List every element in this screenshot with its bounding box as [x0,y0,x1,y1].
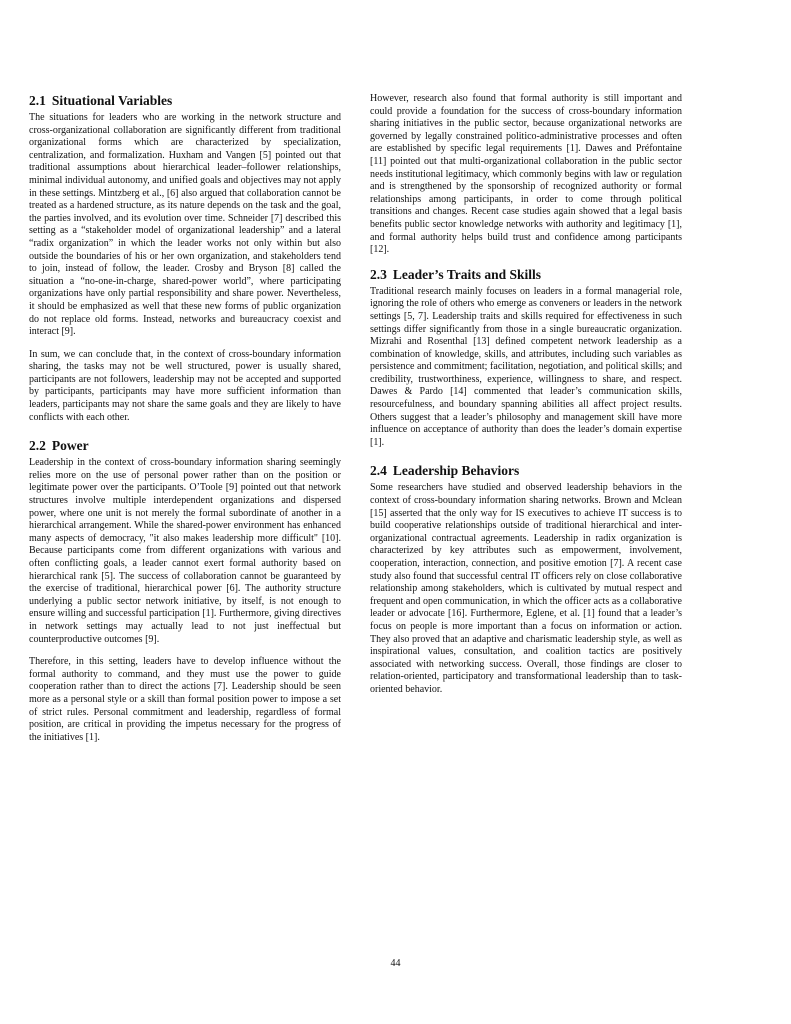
paragraph: Some researchers have studied and observed leadership behaviors in the context of cross-boundary information sharing networks. Brown and Mclean [15] asserted that the only way for IS executives to achieve IT success is to build cooperative relationships outside of traditional hierarchical and inter-organizational contractual agreements. Leadership in radix organization is characterized by key attributes such as empowerment, involvement, cooperation, interaction, connection, and positive emotion [7]. A recent case study also found that successful central IT officers rely on close collaborative relationship among stakeholders, which is cultivated by mutual respect and frequent and open communication, in which the officer acts as a collaborative leader or advocate [16]. Furthermore, Eglene, et al. [1] found that a leader’s focus on people is more important than a focus on information or action. They also proved that an adaptive and charismatic leadership style, as well as inspirational values, consultation, and coalition tactics are positively associated with networking success. Overall, those findings are closer to relation-oriented, participatory and transformational leadership than to task-oriented behavior. [370,482,682,695]
paragraph: Traditional research mainly focuses on leaders in a formal managerial role, ignoring the role of others who emerge as conveners or leaders in the network settings [5, 7]. Leadership traits and skills required for effectiveness in such settings differ significantly from those in a single bureaucratic organization. Mizrahi and Rosenthal [13] defined competent network leadership as a combination of knowledge, skills, and attributes, including such variables as persistence and commitment; facilitation, negotiation, and political skills; and credibility, trustworthiness, experience, willingness to share, and respect. Dawes & Pardo [14] commented that leader’s communication skills, resourcefulness, and boundary spanning abilities all affect project results. Others suggest that a leader’s philosophy and management skill have more influence on acceptance of authority than does the leader’s domain expertise [1]. [370,285,682,448]
paragraph: Leadership in the context of cross-boundary information sharing seemingly relies more on the use of personal power rather than on the position or legitimate power over the participants. O’Toole [9] pointed out that network structures involve multiple interdependent organizations and dispersed power, where one unit is not merely the formal subordinate of another in a hierarchical arrangement. While the shared-power environment has enhanced many aspects of democracy, "it also makes leadership more difficult" [10]. Because participants come from different organizations with various and often conflicting goals, a leader cannot exert formal authority based on hierarchical rank [5]. The success of collaboration cannot be guaranteed by the exercise of traditional, hierarchical power [6]. The authority structure underlying a public sector network initiative, by itself, is not enough to ensure willing and successful participation [1]. Furthermore, giving directives in network settings may actually lead to not just ineffectual but counterproductive outcomes [9]. [29,457,341,645]
paragraph: Therefore, in this setting, leaders have to develop influence without the formal authority to command, and they must use the power to guide cooperation rather than to direct the actions [7]. Leadership should be seen more as a personal style or a skill than formal position power to impose a set of strict rules. Personal commitment and leadership, regardless of formal position, are critical in providing the impetus necessary for the progress of the initiatives [1]. [29,656,341,743]
section-title: Leadership Behaviors [392,463,520,479]
section-heading [370,463,682,479]
section-heading [29,93,341,109]
section-number: 2.4 [370,463,387,479]
section-power [29,438,341,744]
section-number: 2.3 [370,266,387,282]
section-heading [370,267,682,283]
page-number: 44 [390,958,401,969]
section-title: Power [51,438,89,454]
section-leadership-behaviors [370,463,682,696]
paragraph: However, research also found that formal authority is still important and could provide a foundation for the success of cross-boundary information sharing initiatives in the public sector, because organizational networks are governed by legally constrained politico-administrative processes and often are established by specific legal requirements [1]. Dawes and Préfontaine [11] pointed out that multi-organizational collaboration in the public sector needs institutional legitimacy, which commonly begins with law or regulation and is strengthened by the sponsorship of recognized authority or formal relationships among participants, in order to come through political transitions and changes. Recent case studies again showed that a legal basis benefits public sector knowledge networks with authority and legitimacy [1], and formal authority helps build trust and confidence among participants [12]. [370,93,682,256]
section-leader-traits-and-skills [370,267,682,450]
left-column [29,93,341,754]
section-heading [29,438,341,454]
section-number: 2.2 [29,438,46,454]
section-title: Leader’s Traits and Skills [392,266,542,282]
paragraph: The situations for leaders who are working in the network structure and cross-organizational collaboration are significantly different from traditional organizational forms which are characterized by specialization, centralization, and formalization. Huxham and Vangen [5] pointed out that traditional assumptions about hierarchical leader–follower relationships, minimal individual autonomy, and unified goals and objectives may not apply in these settings. Mintzberg et al., [6] also argued that collaboration cannot be treated as a hardened structure, as its nature depends on the task and the goal, the parties involved, and its evolution over time. Schneider [7] described this setting as a “stakeholder model of organizational leadership” and a lateral “radix organization” in which the leader works not only within but also outside the boundaries of his or her own organization, and stakeholders tend to join, instead of follow, the leader. Crosby and Bryson [8] called the situation a “no-one-in-charge, shared-power world”, where participating organizations have only partial responsibility and share power. Nevertheless, it should be emphasized as well that these new forms of public organization do not replace old forms. Instead, networks and bureaucracy coexist and interact [9]. [29,112,341,338]
right-column [370,93,682,707]
section-number: 2.1 [29,93,46,108]
section-title: Situational Variables [51,93,173,108]
section-situational-variables [29,93,341,424]
paragraph: In sum, we can conclude that, in the context of cross-boundary information sharing, the tasks may not be well structured, power is usually shared, participants are not followers, leadership may not be accepted and supported by participants, participants may have more sufficient information than leaders, participants may not share the same goals and they are likely to have conflicts with each other. [29,348,341,423]
